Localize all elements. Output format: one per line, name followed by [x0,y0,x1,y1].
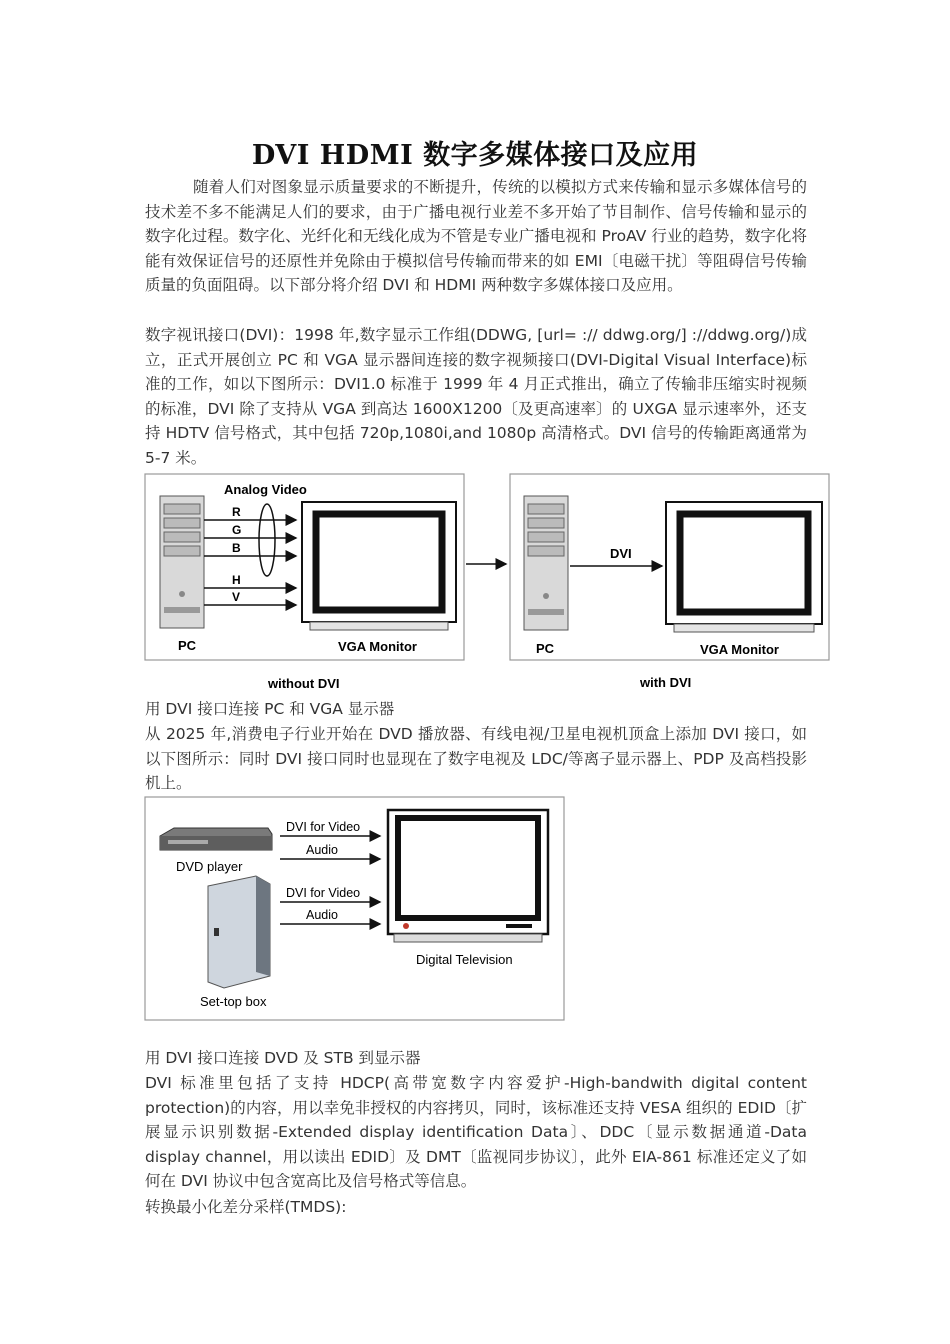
consumer-paragraph: 从 2025 年,消费电子行业开始在 DVD 播放器、有线电视/卫星电视机顶盒上添加 DVI 接口，如以下图所示：同时 DVI 接口同时也显现在了数字电视及 LDC/等离子显示器上、PDP 及高档投影机上。 [145,725,807,793]
figure-pc-vga-dvi [144,472,832,696]
monitor-label-right: VGA Monitor [700,642,779,657]
pc-label-right: PC [536,641,555,656]
dvi-intro-paragraph: 数字视讯接口(DVI)：1998 年,数字显示工作组(DDWG, [url= :// ddwg.org/] ://ddwg.org/)成立，正式开展创立 PC 和 VGA 显示器间连接的数字视频接口(DVI-Digital Visual Interface)标准的工作，如以下图所示：DVI1.0 标准于 1999 年 4 月正式推出，确立了传输非压缩实时视频的标准，DVI 除了支持从 VGA 到高达 1600X1200〔及更高速率〕的 UXGA 显示速率外，还支持 HDTV 信号格式，其中包括 720p,1080i,and 1080p 高清格式。DVI 信号的传输距离通常为 5-7 米。 [145,326,807,467]
dvd-player-icon [160,828,272,850]
intro-paragraph: 随着人们对图象显示质量要求的不断提升，传统的以模拟方式来传输和显示多媒体信号的技术差不多不能满足人们的要求，由于广播电视行业差不多开始了节目制作、信号传输和显示的数字化过程。数字化、光纤化和无线化成为不管是专业广播电视和 ProAV 行业的趋势，数字化将能有效保证信号的还原性并免除由于模拟信号传输而带来的如 EMI〔电磁干扰〕等阻碍信号传输质量的负面阻碍。以下部分将介绍 DVI 和 HDMI 两种数字多媒体接口及应用。 [145,178,807,295]
pc-label-left: PC [178,638,197,653]
stb-audio-label: Audio [306,908,338,922]
page-title: DVI HDMI 数字多媒体接口及应用 [251,140,699,171]
caption-without-dvi: without DVI [268,676,340,691]
figure-dvd-stb-tv [144,796,566,1022]
stb-video-label: DVI for Video [286,886,361,900]
pc-tower-icon [160,496,204,628]
signal-b: B [232,541,241,555]
signal-r: R [232,505,241,519]
vga-monitor-icon [302,502,456,630]
tv-label: Digital Television [416,952,513,967]
dvi-link-label: DVI [610,546,632,561]
vga-monitor-icon-right [666,502,822,632]
dvd-audio-label: Audio [306,843,338,857]
signal-g: G [232,523,242,537]
caption-with-dvi: with DVI [640,675,692,690]
set-top-box-icon [208,876,270,988]
figure1-caption: 用 DVI 接口连接 PC 和 VGA 显示器 [145,700,395,718]
hdcp-paragraph: DVI 标准里包括了支持 HDCP(高带宽数字内容爱护-High-bandwith digital content protection)的内容，用以幸免非授权的内容拷贝，同时，该标准还支持 VESA 组织的 EDID〔扩展显示识别数据-Extended display identification Data〕、DDC〔显示数据通道-Data display channel，用以读出 EDID〕及 DMT〔监视同步协议〕，此外 EIA-861 标准还定义了如何在 DVI 协议中包含宽高比及信号格式等信息。 [145,1074,807,1191]
tmds-heading: 转换最小化差分采样(TMDS): [145,1198,347,1216]
dvd-video-label: DVI for Video [286,820,361,834]
figure2-caption: 用 DVI 接口连接 DVD 及 STB 到显示器 [145,1049,421,1067]
dvd-label: DVD player [176,859,243,874]
pc-tower-icon-right [524,496,568,630]
digital-television-icon [388,810,548,942]
signal-h: H [232,573,241,587]
analog-video-label: Analog Video [224,482,307,497]
stb-label: Set-top box [200,994,267,1009]
monitor-label-left: VGA Monitor [338,639,417,654]
signal-v: V [232,590,241,604]
